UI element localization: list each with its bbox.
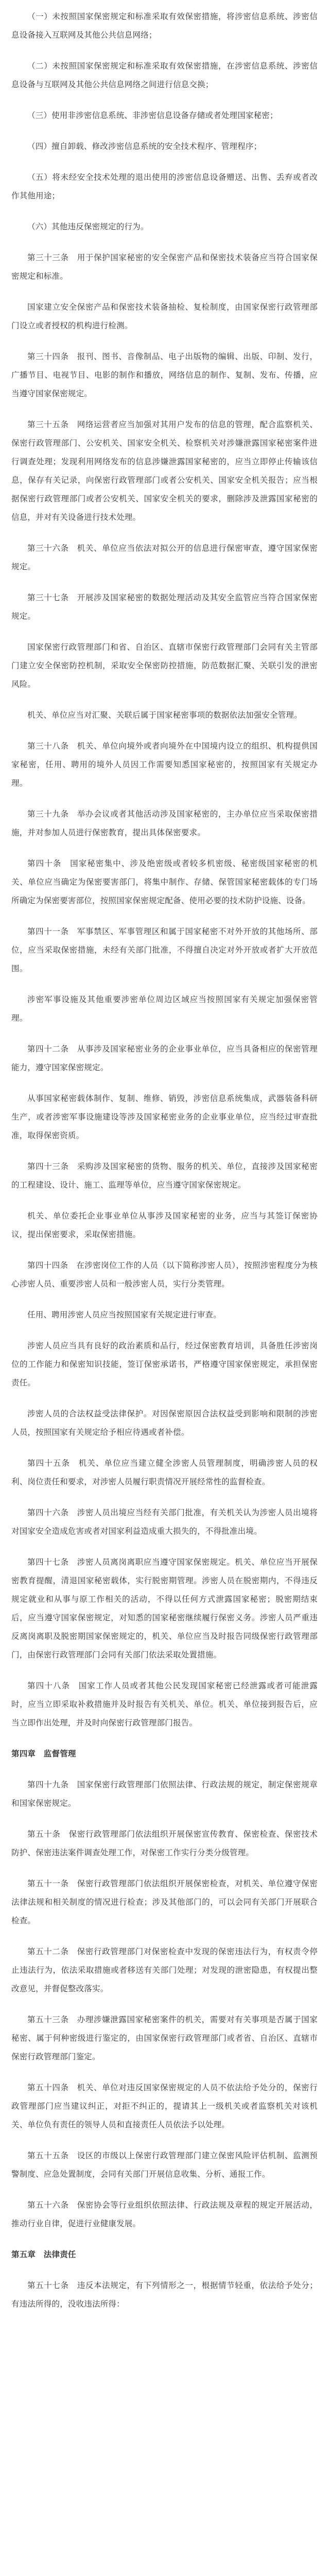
article-37-paragraph-3: 机关、单位应当对汇聚、关联后属于国家秘密事项的数据依法加强安全管理。 — [27, 710, 302, 720]
article-49: 第四十九条 国家保密行政管理部门依照法律、行政法规的规定，制定保密规章和国家保密规定。 — [11, 1780, 318, 1808]
paragraph-item-2: （二）未按照国家保密规定和标准采取有效保密措施，在涉密信息系统、涉密信息设备与互联网及其他公共信息网络之间进行信息交换； — [11, 61, 318, 89]
article-53: 第五十三条 办理涉嫌泄露国家秘密案件的机关，需要对有关事项是否属于国家秘密、属于何种密级进行鉴定的，由国家保密行政管理部门或者省、自治区、直辖市保密行政管理部门鉴定。 — [11, 2015, 318, 2061]
article-57: 第五十七条 违反本法规定，有下列情形之一，根据情节轻重，依法给予处分；有违法所得的，没收违法所得： — [11, 2281, 318, 2309]
paragraph-item-5: （五）将未经安全技术处理的退出使用的涉密信息设备赠送、出售、丢弃或者改作其他用途； — [11, 173, 318, 200]
article-37-paragraph-2: 国家保密行政管理部门和省、自治区、直辖市保密行政管理部门会同有关主管部门建立安全保密防控机制，采取安全保密防控措施，防范数据汇聚、关联引发的泄密风险。 — [11, 642, 318, 689]
article-33-paragraph-2: 国家建立安全保密产品和保密技术装备抽检、复检制度，由国家保密行政管理部门设立或者授权的机构进行检测。 — [11, 302, 318, 330]
article-40: 第四十条 国家秘密集中、涉及绝密级或者较多机密级、秘密级国家秘密的机关、单位应当确定为保密要害部门，将集中制作、存储、保管国家秘密载体的专门场所确定为保密要害部位，按照国家保密规定配备、使用必要的技术防护设施、设备。 — [11, 859, 318, 905]
paragraph-item-4: （四）擅自卸载、修改涉密信息系统的安全技术程序、管理程序； — [27, 142, 262, 151]
article-42: 第四十二条 从事涉及国家秘密业务的企业事业单位，应当具备相应的保密管理能力，遵守国家保密规定。 — [11, 1044, 318, 1072]
article-41-paragraph-2: 涉密军事设施及其他重要涉密单位周边区域应当按照国家有关规定加强保密管理。 — [11, 995, 318, 1023]
article-47: 第四十七条 涉密人员离岗离职应当遵守国家保密规定。机关、单位应当开展保密教育提醒，清退国家秘密载体，实行脱密期管理。涉密人员在脱密期内，不得违反规定就业和从事与原工作相关的活动，不得以任何方式泄露国家秘密；脱密期结束后，应当遵守国家保密规定，对知悉的国家秘密继续履行保密义务。涉密人员严重违反离岗离职及脱密期国家保密规定的，机关、单位应当及时报告同级保密行政管理部门，由保密行政管理部门会同有关部门依法采取处置措施。 — [11, 1557, 318, 1659]
article-42-paragraph-2: 从事国家秘密载体制作、复制、维修、销毁，涉密信息系统集成，武器装备科研生产，或者涉密军事设施建设等涉及国家秘密业务的企业事业单位，应当经过审查批准，取得保密资质。 — [11, 1094, 318, 1140]
article-52: 第五十二条 保密行政管理部门对保密检查中发现的保密违法行为，有权责令停止违法行为，依法采取措施或者移送有关部门处理；对发现的泄密隐患，有权提出整改意见，并督促整改落实。 — [11, 1947, 318, 1993]
chapter-heading-4: 第四章 监督管理 — [11, 1749, 76, 1758]
article-54: 第五十四条 机关、单位对违反国家保密规定的人员不依法给予处分的，保密行政管理部门应当建议纠正，对拒不纠正的，提请其上一级机关或者监察机关对该机关、单位负有责任的领导人员和直接责任人员依法予以处理。 — [11, 2083, 318, 2129]
article-43: 第四十三条 采购涉及国家秘密的货物、服务的机关、单位，直接涉及国家秘密的工程建设、设计、施工、监理等单位，应当遵守国家保密规定。 — [11, 1162, 318, 1190]
article-44: 第四十四条 在涉密岗位工作的人员（以下简称涉密人员），按照涉密程度分为核心涉密人员、重要涉密人员和一般涉密人员，实行分类管理。 — [11, 1261, 318, 1289]
article-44-paragraph-4: 涉密人员的合法权益受法律保护。对因保密原因合法权益受到影响和限制的涉密人员，按照国家有关规定给予相应待遇或者补偿。 — [11, 1409, 318, 1437]
article-56: 第五十六条 保密协会等行业组织依照法律、行政法规及章程的规定开展活动，推动行业自律，促进行业健康发展。 — [11, 2200, 318, 2228]
paragraph-item-6: （六）其他违反保密规定的行为。 — [27, 222, 149, 231]
article-38: 第三十八条 机关、单位向境外或者向境外在中国境内设立的组织、机构提供国家秘密，任用、聘用的境外人员因工作需要知悉国家秘密的，按照国家有关规定办理。 — [11, 741, 318, 788]
article-44-paragraph-2: 任用、聘用涉密人员应当按照国家有关规定进行审查。 — [27, 1310, 221, 1319]
article-51: 第五十一条 保密行政管理部门依法组织开展保密检查，对机关、单位遵守保密法律法规和相关制度的情况进行检查；涉及其他部门的，可以会同有关部门开展联合检查。 — [11, 1879, 318, 1925]
paragraph-item-1: （一）未按照国家保密规定和标准采取有效保密措施，将涉密信息系统、涉密信息设备接入互联网及其他公共信息网络； — [11, 12, 318, 40]
article-55: 第五十五条 设区的市级以上保密行政管理部门建立保密风险评估机制、监测预警制度、应急处置制度，会同有关部门开展信息收集、分析、通报工作。 — [11, 2151, 318, 2179]
article-50: 第五十条 保密行政管理部门依法组织开展保密宣传教育、保密检查、保密技术防护、保密违法案件调查处理工作，对保密工作实行分类分级管理。 — [11, 1829, 318, 1857]
article-35: 第三十五条 网络运营者应当加强对其用户发布的信息的管理，配合监察机关、保密行政管理部门、公安机关、国家安全机关、检察机关对涉嫌泄露国家秘密案件进行调查处理；发现利用网络发布的信息涉嫌泄露国家秘密的，应当立即停止传输该信息，保存有关记录，向保密行政管理部门或者公安机关、国家安全机关报告；应当根据保密行政管理部门或者公安机关、国家安全机关的要求，删除涉及泄露国家秘密的信息，并对有关设备进行技术处理。 — [11, 420, 318, 522]
article-43-paragraph-2: 机关、单位委托企业事业单位从事涉及国家秘密的业务，应当与其签订保密协议，提出保密要求，采取保密措施。 — [11, 1211, 318, 1239]
article-39: 第三十九条 举办会议或者其他活动涉及国家秘密的，主办单位应当采取保密措施，并对参加人员进行保密教育，提出具体保密要求。 — [11, 809, 318, 837]
paragraph-item-3: （三）使用非涉密信息系统、非涉密信息设备存储或者处理国家秘密； — [27, 111, 278, 120]
article-44-paragraph-3: 涉密人员应当具有良好的政治素质和品行，经过保密教育培训，具备胜任涉密岗位的工作能力和保密知识技能，签订保密承诺书，严格遵守国家保密规定，承担保密责任。 — [11, 1341, 318, 1387]
article-34: 第三十四条 报刊、图书、音像制品、电子出版物的编辑、出版、印制、发行，广播节目、电视节目、电影的制作和播放，网络信息的制作、复制、发布、传播，应当遵守国家保密规定。 — [11, 352, 318, 398]
article-36: 第三十六条 机关、单位应当依法对拟公开的信息进行保密审查，遵守国家保密规定。 — [11, 544, 318, 571]
article-46: 第四十六条 涉密人员出境应当经有关部门批准，有关机关认为涉密人员出境将对国家安全造成危害或者对国家利益造成重大损失的，不得批准出境。 — [11, 1508, 318, 1536]
article-45: 第四十五条 机关、单位应当建立健全涉密人员管理制度，明确涉密人员的权利、岗位责任和要求，对涉密人员履行职责情况开展经常性的监督检查。 — [11, 1459, 318, 1486]
article-41: 第四十一条 军事禁区、军事管理区和属于国家秘密不对外开放的其他场所、部位，应当采取保密措施，未经有关部门批准，不得擅自决定对外开放或者扩大开放范围。 — [11, 927, 318, 973]
article-33: 第三十三条 用于保护国家秘密的安全保密产品和保密技术装备应当符合国家保密规定和标准。 — [11, 253, 318, 281]
article-37: 第三十七条 开展涉及国家秘密的数据处理活动及其安全监管应当符合国家保密规定。 — [11, 593, 318, 621]
chapter-heading-5: 第五章 法律责任 — [11, 2250, 76, 2259]
article-48: 第四十八条 国家工作人员或者其他公民发现国家秘密已经泄露或者可能泄露时，应当立即采取补救措施并及时报告有关机关、单位。机关、单位接到报告后，应当立即作出处理，并及时向保密行政管理部门报告。 — [11, 1681, 318, 1727]
